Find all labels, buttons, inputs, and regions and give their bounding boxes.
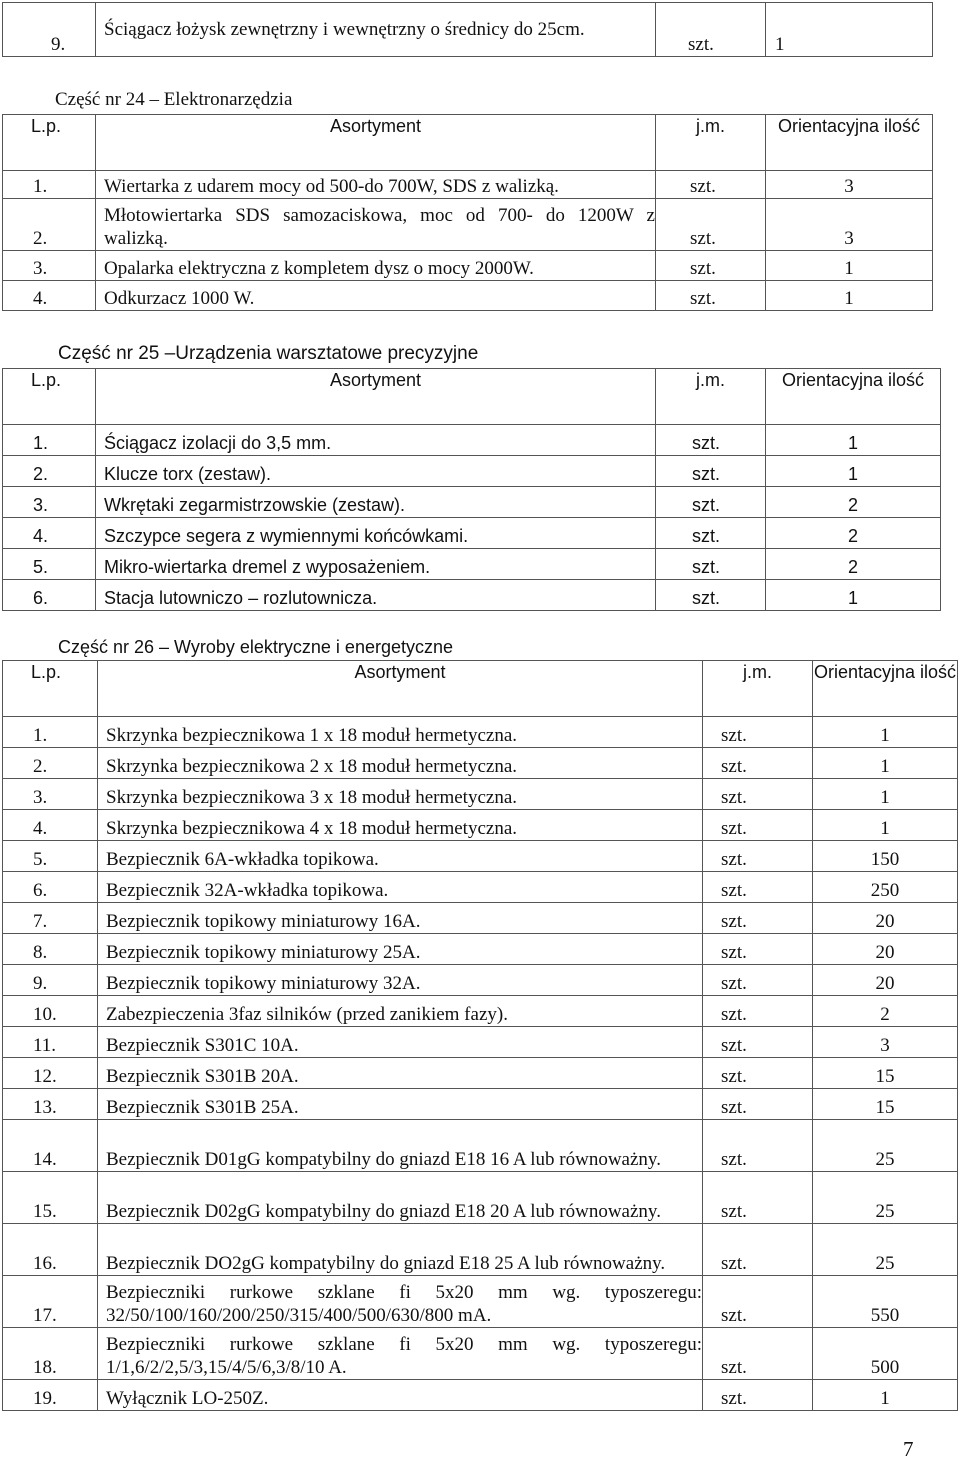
row-qty: 1 [766,251,933,281]
row-qty: 2 [766,487,941,518]
row-lp: 12. [3,1058,98,1089]
row-jm: szt. [703,1058,813,1089]
row-qty: 1 [766,425,941,456]
table-row [3,1089,958,1120]
row-lp: 1. [3,171,96,199]
row-lp: 6. [3,580,96,611]
table-row [3,903,958,934]
row-qty: 1 [813,810,958,841]
row-jm: szt. [703,717,813,748]
row-name: Bezpiecznik topikowy miniaturowy 25A. [98,934,703,965]
row-qty: 2 [766,518,941,549]
row-name: Skrzynka bezpiecznikowa 4 x 18 moduł hermetyczna. [98,810,703,841]
row-jm: szt. [703,965,813,996]
row-jm: szt. [703,1224,813,1276]
table-row [3,1120,958,1172]
row-name: Wkrętaki zegarmistrzowskie (zestaw). [96,487,656,518]
row-name: Bezpiecznik 6A-wkładka topikowa. [98,841,703,872]
row-qty: 20 [813,934,958,965]
table-row [3,1172,958,1224]
row-name: Bezpiecznik DO2gG kompatybilny do gniazd E18 25 A lub równoważny. [98,1224,703,1276]
row-qty: 25 [813,1172,958,1224]
row-name: Stacja lutowniczo – rozlutownicza. [96,580,656,611]
row-lp: 11. [3,1027,98,1058]
header-qty: Orientacyjna ilość [766,369,941,425]
header-lp: L.p. [3,661,98,717]
row-lp: 1. [3,717,98,748]
row-name: Bezpiecznik topikowy miniaturowy 16A. [98,903,703,934]
page-number: 7 [903,1437,914,1461]
row-lp: 3. [3,487,96,518]
row-name: Bezpieczniki rurkowe szklane fi 5x20 mm wg. typoszeregu: 32/50/100/160/200/250/315/400/500/630/800 mA. [98,1276,703,1328]
row-jm: szt. [703,1328,813,1380]
row-lp: 7. [3,903,98,934]
table-row [3,3,933,57]
row-qty: 1 [766,456,941,487]
row-jm: szt. [703,1089,813,1120]
row-lp: 4. [3,810,98,841]
row-jm: szt. [703,841,813,872]
table-row [3,1027,958,1058]
header-jm: j.m. [703,661,813,717]
table-row [3,1380,958,1411]
table-row [3,549,941,580]
row-jm: szt. [656,199,766,251]
row-qty: 25 [813,1120,958,1172]
row-lp: 5. [3,841,98,872]
section-25-title: Część nr 25 –Urządzenia warsztatowe precyzyjne [58,343,479,364]
row-jm: szt. [656,518,766,549]
row-qty: 250 [813,872,958,903]
row-qty: 1 [766,3,933,57]
row-qty: 1 [813,717,958,748]
row-qty: 500 [813,1328,958,1380]
header-asortyment: Asortyment [96,115,656,171]
section-24-title: Część nr 24 – Elektronarzędzia [55,89,293,110]
row-jm: szt. [656,3,766,57]
row-jm: szt. [656,456,766,487]
row-name: Zabezpieczenia 3faz silników (przed zanikiem fazy). [98,996,703,1027]
table-row [3,251,933,281]
row-name: Skrzynka bezpiecznikowa 2 x 18 moduł hermetyczna. [98,748,703,779]
row-lp: 17. [3,1276,98,1328]
row-qty: 1 [813,748,958,779]
table-row [3,810,958,841]
header-lp: L.p. [3,115,96,171]
table-section-25 [2,368,941,611]
table-row [3,872,958,903]
row-jm: szt. [656,251,766,281]
table-row [3,281,933,311]
row-lp: 19. [3,1380,98,1411]
row-name: Odkurzacz 1000 W. [96,281,656,311]
table-row [3,199,933,251]
row-name: Młotowiertarka SDS samozaciskowa, moc od 700- do 1200W z walizką. [96,199,656,251]
table-row [3,779,958,810]
row-name: Ściągacz łożysk zewnętrzny i wewnętrzny o średnicy do 25cm. [96,3,656,57]
row-name: Opalarka elektryczna z kompletem dysz o mocy 2000W. [96,251,656,281]
header-asortyment: Asortyment [98,661,703,717]
table-row [3,841,958,872]
row-jm: szt. [703,1120,813,1172]
row-jm: szt. [703,872,813,903]
row-lp: 9. [3,965,98,996]
row-lp: 2. [3,199,96,251]
header-qty: Orientacyjna ilość [766,115,933,171]
row-jm: szt. [656,549,766,580]
header-lp: L.p. [3,369,96,425]
table-row [3,996,958,1027]
table-header [3,369,941,425]
row-jm: szt. [703,748,813,779]
table-row [3,171,933,199]
table-continued [2,2,933,57]
header-jm: j.m. [656,115,766,171]
row-qty: 1 [766,580,941,611]
row-qty: 150 [813,841,958,872]
row-qty: 1 [813,779,958,810]
row-qty: 3 [766,199,933,251]
row-name: Bezpiecznik D02gG kompatybilny do gniazd E18 20 A lub równoważny. [98,1172,703,1224]
table-row [3,1058,958,1089]
row-lp: 4. [3,518,96,549]
row-jm: szt. [656,171,766,199]
table-row [3,1328,958,1380]
row-name: Bezpiecznik D01gG kompatybilny do gniazd E18 16 A lub równoważny. [98,1120,703,1172]
row-lp: 3. [3,251,96,281]
row-qty: 1 [813,1380,958,1411]
row-name: Bezpiecznik topikowy miniaturowy 32A. [98,965,703,996]
table-row [3,717,958,748]
row-name: Bezpiecznik S301B 20A. [98,1058,703,1089]
row-lp: 6. [3,872,98,903]
table-row [3,1276,958,1328]
row-jm: szt. [703,934,813,965]
row-jm: szt. [656,487,766,518]
row-qty: 20 [813,965,958,996]
row-lp: 2. [3,748,98,779]
row-name: Wiertarka z udarem mocy od 500-do 700W, SDS z walizką. [96,171,656,199]
table-row [3,425,941,456]
row-lp: 15. [3,1172,98,1224]
row-qty: 1 [766,281,933,311]
row-qty: 25 [813,1224,958,1276]
row-name: Wyłącznik LO-250Z. [98,1380,703,1411]
row-jm: szt. [703,779,813,810]
row-jm: szt. [703,1172,813,1224]
row-lp: 10. [3,996,98,1027]
row-jm: szt. [703,1027,813,1058]
row-lp: 13. [3,1089,98,1120]
header-jm: j.m. [656,369,766,425]
table-row [3,487,941,518]
row-name: Skrzynka bezpiecznikowa 1 x 18 moduł hermetyczna. [98,717,703,748]
row-qty: 2 [813,996,958,1027]
table-row [3,965,958,996]
row-qty: 15 [813,1089,958,1120]
table-section-26 [2,660,958,1411]
row-qty: 2 [766,549,941,580]
row-name: Klucze torx (zestaw). [96,456,656,487]
row-name: Mikro-wiertarka dremel z wyposażeniem. [96,549,656,580]
row-name: Szczypce segera z wymiennymi końcówkami. [96,518,656,549]
row-jm: szt. [703,1276,813,1328]
table-row [3,456,941,487]
table-header [3,661,958,717]
table-row [3,934,958,965]
table-row [3,580,941,611]
row-jm: szt. [703,810,813,841]
row-qty: 15 [813,1058,958,1089]
section-26-title: Część nr 26 – Wyroby elektryczne i energetyczne [58,637,454,657]
table-row [3,518,941,549]
row-lp: 5. [3,549,96,580]
row-name: Bezpiecznik S301C 10A. [98,1027,703,1058]
row-name: Bezpieczniki rurkowe szklane fi 5x20 mm wg. typoszeregu: 1/1,6/2/2,5/3,15/4/5/6,3/8/10 A. [98,1328,703,1380]
row-jm: szt. [656,281,766,311]
table-header [3,115,933,171]
row-jm: szt. [703,1380,813,1411]
row-jm: szt. [656,580,766,611]
table-section-24 [2,114,933,311]
row-name: Skrzynka bezpiecznikowa 3 x 18 moduł hermetyczna. [98,779,703,810]
table-row [3,748,958,779]
row-lp: 1. [3,425,96,456]
row-lp: 14. [3,1120,98,1172]
table-row [3,1224,958,1276]
row-qty: 20 [813,903,958,934]
row-qty: 550 [813,1276,958,1328]
row-lp: 16. [3,1224,98,1276]
row-name: Bezpiecznik S301B 25A. [98,1089,703,1120]
row-lp: 2. [3,456,96,487]
row-lp: 9. [3,3,96,57]
row-name: Bezpiecznik 32A-wkładka topikowa. [98,872,703,903]
header-qty: Orientacyjna ilość [813,661,958,717]
row-lp: 3. [3,779,98,810]
header-asortyment: Asortyment [96,369,656,425]
row-lp: 8. [3,934,98,965]
row-lp: 18. [3,1328,98,1380]
row-name: Ściągacz izolacji do 3,5 mm. [96,425,656,456]
row-qty: 3 [813,1027,958,1058]
row-jm: szt. [703,903,813,934]
row-jm: szt. [656,425,766,456]
row-qty: 3 [766,171,933,199]
row-jm: szt. [703,996,813,1027]
row-lp: 4. [3,281,96,311]
